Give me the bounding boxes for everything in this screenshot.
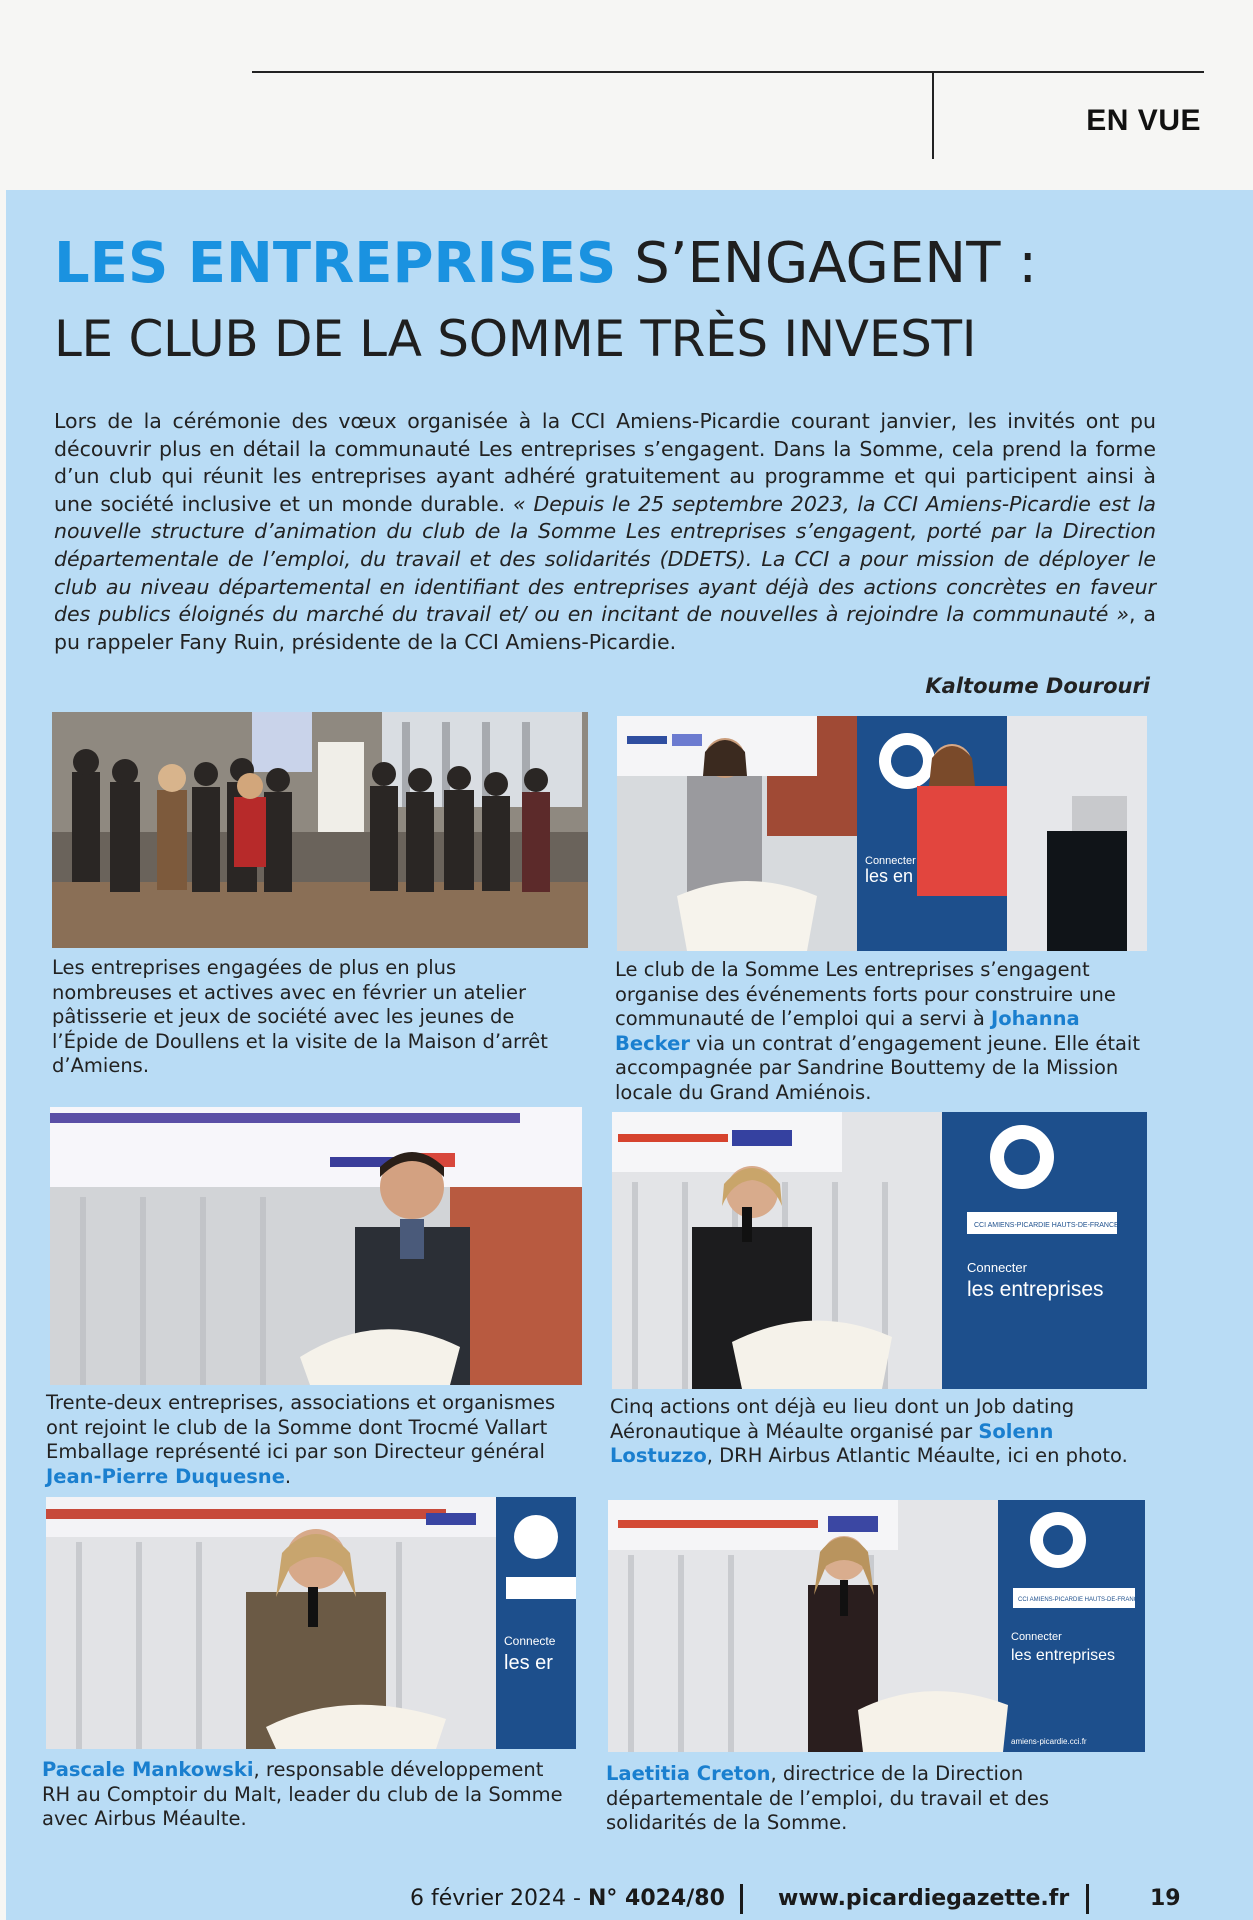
caption-man-name: Jean-Pierre Duquesne <box>46 1464 285 1488</box>
caption-pascale-after: , responsable développement RH au Comptoir du Malt, leader du club de la Somme avec Airbus Méaulte. <box>42 1758 563 1831</box>
title-accent: LES ENTREPRISES <box>54 231 617 296</box>
photo-woman-speaker <box>612 1112 1147 1389</box>
article-title <box>54 228 1214 378</box>
photo6-banner-small: Connecter <box>1011 1631 1062 1643</box>
page-number: 19 <box>1150 1886 1181 1911</box>
caption-two-women-after: via un contrat d’engagement jeune. Elle était accompagnée par Sandrine Bouttemy de la Mission locale du Grand Amiénois. <box>615 1031 1140 1104</box>
intro-plain: Lors de la cérémonie des vœux organisée à la CCI Amiens-Picardie courant janvier, les invités ont pu découvrir plus en détail la communauté Les entreprises s’engagent. Dans la Somme, cela prend la forme d’un club qui réunit les entreprises ayant adhéré gratuitement au programme et qui participent ainsi à une société inclusive et un monde durable. <box>54 409 1156 516</box>
intro-quote: « Depuis le 25 septembre 2023, la CCI Amiens-Picardie est la nouvelle structure d’animation du club de la Somme Les entreprises s’engagent, porté par la Direction départementale de l’emploi, du travail et des solidarités (DDETS). La CCI a pour mission de déployer le club au niveau départemental en identifiant des entreprises ayant déjà des actions concrètes en faveur des publics éloignés du marché du travail et/ ou en incitant de nouvelles à rejoindre la communauté » <box>54 491 1156 627</box>
title-line-1 <box>54 228 1214 300</box>
title-rest: S’ENGAGENT : <box>616 231 1038 296</box>
article-intro <box>54 408 1156 656</box>
caption-woman-speaker <box>610 1395 1146 1469</box>
caption-pascale-name: Pascale Mankowski <box>42 1758 254 1781</box>
photo4-banner-small: Connecter <box>967 1260 1027 1275</box>
page-footer <box>0 1886 1253 1916</box>
photo5-banner-small: Connecte <box>504 1634 556 1648</box>
author-byline: Kaltoume Dourouri <box>925 674 1150 698</box>
photo6-banner-big: les entreprises <box>1011 1647 1116 1664</box>
photo-laetitia <box>608 1500 1145 1752</box>
caption-woman-speaker-before: Cinq actions ont déjà eu lieu dont un Job dating Aéronautique à Méaulte organisé par <box>610 1395 1075 1443</box>
photo-man-image <box>50 1107 582 1385</box>
photo-group <box>52 712 588 948</box>
caption-man-before: Trente-deux entreprises, associations et organismes ont rejoint le club de la Somme dont Trocmé Vallart Emballage représenté ici par son Directeur général <box>46 1391 556 1464</box>
photo2-banner-big: les en <box>865 866 914 886</box>
footer-date-issue <box>410 1886 725 1911</box>
footer-issue: N° 4024/80 <box>587 1886 725 1911</box>
footer-separator <box>1086 1884 1089 1914</box>
caption-laetitia-after: , directrice de la Direction départementale de l’emploi, du travail et des solidarités de la Somme. <box>606 1762 1050 1835</box>
photo-woman-speaker-image <box>612 1112 1147 1389</box>
intro-end: , a pu rappeler Fany Ruin, présidente de la CCI Amiens-Picardie. <box>54 602 1156 654</box>
caption-man-after: . <box>284 1464 292 1488</box>
caption-laetitia <box>606 1762 1136 1836</box>
photo6-logo-text: CCI AMIENS-PICARDIE HAUTS-DE-FRANCE <box>1018 1597 1143 1603</box>
caption-pascale <box>42 1758 572 1832</box>
photo2-banner-small: Connecter <box>865 855 916 867</box>
footer-date: 6 février 2024 - <box>410 1886 588 1911</box>
caption-two-women-name: Johanna Becker <box>615 1007 1080 1055</box>
photo-pascale <box>46 1497 576 1749</box>
photo-laetitia-image <box>608 1500 1145 1752</box>
photo5-banner-big: les er <box>504 1652 553 1674</box>
section-label: EN VUE <box>1086 104 1201 137</box>
photo-two-women <box>617 716 1147 951</box>
photo4-banner-big: les entreprises <box>967 1278 1104 1301</box>
photo6-url: amiens-picardie.cci.fr <box>1011 1737 1087 1746</box>
caption-woman-speaker-name: Solenn Lostuzzo <box>610 1419 1054 1468</box>
caption-man <box>46 1391 586 1489</box>
caption-woman-speaker-after: , DRH Airbus Atlantic Méaulte, ici en photo. <box>706 1444 1128 1468</box>
photo4-logo-text: CCI AMIENS-PICARDIE HAUTS-DE-FRANCE <box>974 1222 1119 1229</box>
caption-group-text: Les entreprises engagées de plus en plus nombreuses et actives avec en février un atelier pâtisserie et jeux de société avec les jeunes de l’Épide de Doullens et la visite de la Maison d’arrêt d’Amiens. <box>52 956 548 1078</box>
caption-laetitia-name: Laetitia Creton <box>606 1762 771 1785</box>
caption-two-women <box>615 958 1147 1106</box>
photo-pascale-image <box>46 1497 576 1749</box>
footer-website-link[interactable]: www.picardiegazette.fr <box>778 1886 1070 1911</box>
caption-group <box>52 956 582 1079</box>
photo-group-image <box>52 712 588 948</box>
header-rule <box>252 71 1204 73</box>
photo-man <box>50 1107 582 1385</box>
title-line-2: LE CLUB DE LA SOMME TRÈS INVESTI <box>54 310 977 368</box>
caption-two-women-before: Le club de la Somme Les entreprises s’engagent organise des événements forts pour construire une communauté de l’emploi qui a servi à <box>615 958 1116 1031</box>
photo-two-women-image <box>617 716 1147 951</box>
header-divider <box>932 71 934 159</box>
footer-separator <box>740 1884 743 1914</box>
